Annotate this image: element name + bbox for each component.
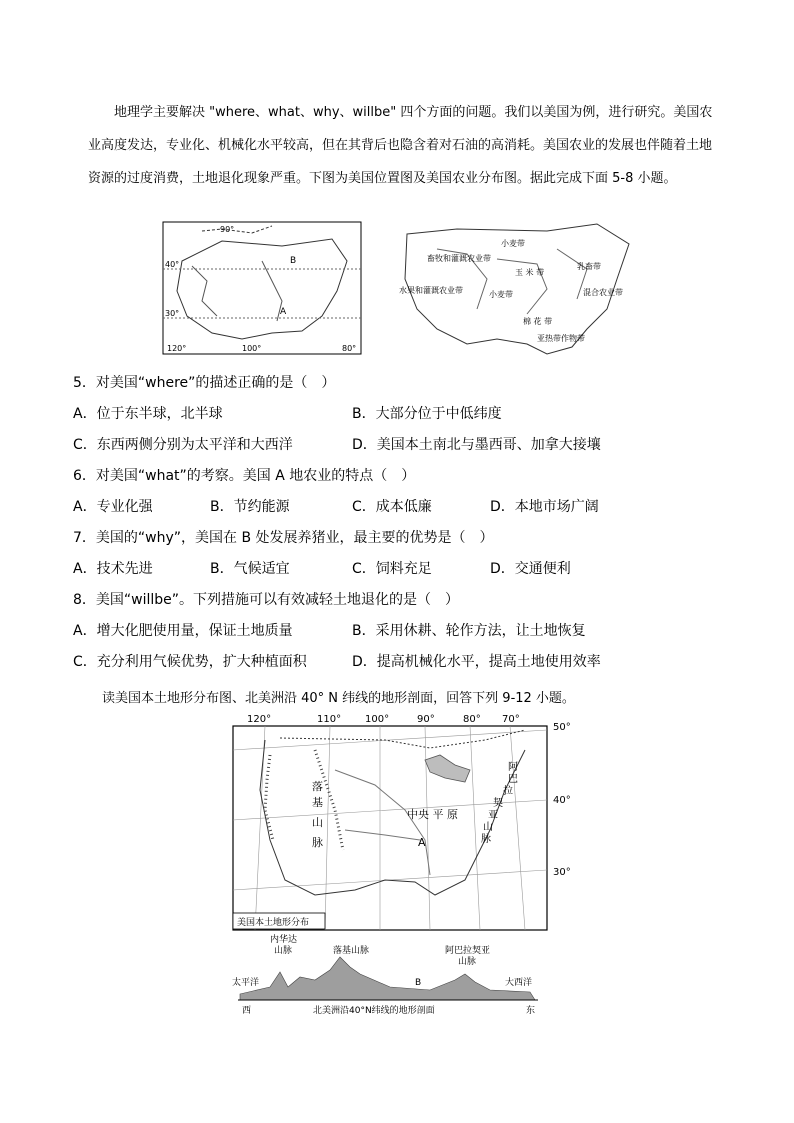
appal-char-1: 阿 xyxy=(508,762,518,773)
us-location-map xyxy=(162,221,362,355)
belt-cotton: 棉 花 带 xyxy=(523,317,553,326)
q8-option-c[interactable]: C．充分利用气候优势，扩大种植面积 xyxy=(73,654,307,670)
belt-subtropical: 亚热带作物带 xyxy=(537,334,585,343)
map3-lon-100: 100° xyxy=(365,714,390,725)
map1-lon-100: 100° xyxy=(242,344,262,353)
belt-ranching: 畜牧和灌溉农业带 xyxy=(427,254,491,263)
belt-corn: 玉 米 带 xyxy=(515,268,545,277)
q8-option-d[interactable]: D．提高机械化水平，提高土地使用效率 xyxy=(352,654,601,670)
map3-lon-80: 80° xyxy=(463,714,481,725)
belt-fruit: 水果和灌溉农业带 xyxy=(399,286,463,295)
appal-char-2: 巴 xyxy=(508,774,518,785)
rocky-char-3: 山 xyxy=(312,816,323,829)
q6-option-a[interactable]: A．专业化强 xyxy=(73,499,153,515)
appal-char-6: 山 xyxy=(483,822,493,833)
q6-option-c[interactable]: C．成本低廉 xyxy=(352,499,432,515)
q7-option-b[interactable]: B．气候适宜 xyxy=(210,561,290,577)
map1-point-b: B xyxy=(290,256,297,266)
q6-option-b[interactable]: B．节约能源 xyxy=(210,499,290,515)
map1-lon-90: 90° xyxy=(220,225,235,234)
us-agriculture-map xyxy=(397,219,635,360)
belt-wheat-north: 小麦带 xyxy=(501,239,525,248)
belt-wheat-south: 小麦带 xyxy=(489,290,513,299)
map3-lon-90: 90° xyxy=(417,714,435,725)
q8-option-b[interactable]: B．采用休耕、轮作方法，让土地恢复 xyxy=(352,623,586,639)
rocky-char-4: 脉 xyxy=(312,836,323,849)
q5-option-c[interactable]: C．东西两侧分别为太平洋和大西洋 xyxy=(73,437,293,453)
q7-option-a[interactable]: A．技术先进 xyxy=(73,561,153,577)
intro-paragraph: 地理学主要解决 "where、what、why、willbe" 四个方面的问题。我们以美国为例，进行研究。美国农业高度发达，专业化、机械化水平较高，但在其背后也隐含着对石油的高消耗。美国农业的发展也伴随着土地资源的过度消费，土地退化现象严重。下图为美国位置图及美国农业分布图。据此完成下面 5-8 小题。 xyxy=(88,105,713,186)
map3-lon-70: 70° xyxy=(502,714,520,725)
q5-option-a[interactable]: A．位于东半球，北半球 xyxy=(73,406,223,422)
appal-char-7: 脉 xyxy=(481,834,491,845)
profile-west: 西 xyxy=(242,1006,252,1016)
rocky-char-1: 落 xyxy=(312,780,323,793)
q5-option-b[interactable]: B．大部分位于中低纬度 xyxy=(352,406,502,422)
profile-caption: 北美洲沿40°N纬线的地形剖面 xyxy=(313,1006,435,1016)
question-7-stem: 7．美国的“why”，美国在 B 处发展养猪业，最主要的优势是（ ） xyxy=(73,530,494,546)
q6-option-d[interactable]: D．本地市场广阔 xyxy=(490,499,599,515)
map1-lon-120: 120° xyxy=(167,344,187,353)
profile-nevada-2: 山脉 xyxy=(274,946,293,956)
rocky-char-2: 基 xyxy=(312,796,323,809)
profile-atlantic: 大西洋 xyxy=(505,978,533,988)
question-6-stem: 6．对美国“what”的考察。美国 A 地农业的特点（ ） xyxy=(73,468,416,484)
map3-caption: 美国本土地形分布 xyxy=(237,918,310,928)
map3-lon-110: 110° xyxy=(317,714,342,725)
map3-lat-30: 30° xyxy=(553,867,571,878)
map1-point-a: A xyxy=(280,307,287,317)
appal-char-4: 契 xyxy=(493,798,503,809)
appal-char-3: 拉 xyxy=(503,786,513,797)
map3-lat-40: 40° xyxy=(553,795,571,806)
section-note: 读美国本土地形分布图、北美洲沿 40° N 纬线的地形剖面，回答下列 9-12 小题。 xyxy=(102,691,575,706)
q5-option-d[interactable]: D．美国本土南北与墨西哥、加拿大接壤 xyxy=(352,437,601,453)
profile-appal-2: 山脉 xyxy=(458,957,477,967)
map1-lat-30: 30° xyxy=(165,309,180,318)
map3-point-a: A xyxy=(418,836,426,849)
profile-rocky: 落基山脉 xyxy=(333,946,370,956)
profile-east: 东 xyxy=(526,1006,536,1016)
map3-lon-120: 120° xyxy=(247,714,272,725)
question-8-stem: 8．美国“willbe”。下列措施可以有效减轻土地退化的是（ ） xyxy=(73,592,460,608)
map1-lat-40: 40° xyxy=(165,260,180,269)
profile-pacific: 太平洋 xyxy=(232,978,260,988)
map3-lat-50: 50° xyxy=(553,722,571,733)
map1-lon-80: 80° xyxy=(342,344,357,353)
us-terrain-map xyxy=(225,710,575,932)
profile-appal-1: 阿巴拉契亚 xyxy=(445,946,491,956)
q7-option-d[interactable]: D．交通便利 xyxy=(490,561,571,577)
belt-dairy: 乳畜带 xyxy=(577,262,601,271)
q8-option-a[interactable]: A．增大化肥使用量，保证土地质量 xyxy=(73,623,293,639)
profile-point-b: B xyxy=(415,978,422,988)
q7-option-c[interactable]: C．饲料充足 xyxy=(352,561,432,577)
belt-mixed: 混合农业带 xyxy=(583,288,623,297)
question-5-stem: 5．对美国“where”的描述正确的是（ ） xyxy=(73,375,336,391)
appal-char-5: 亚 xyxy=(488,810,498,821)
profile-nevada-1: 内华达 xyxy=(270,935,298,945)
terrain-profile xyxy=(230,932,545,1018)
central-plain-label: 中央 平 原 xyxy=(407,808,458,821)
